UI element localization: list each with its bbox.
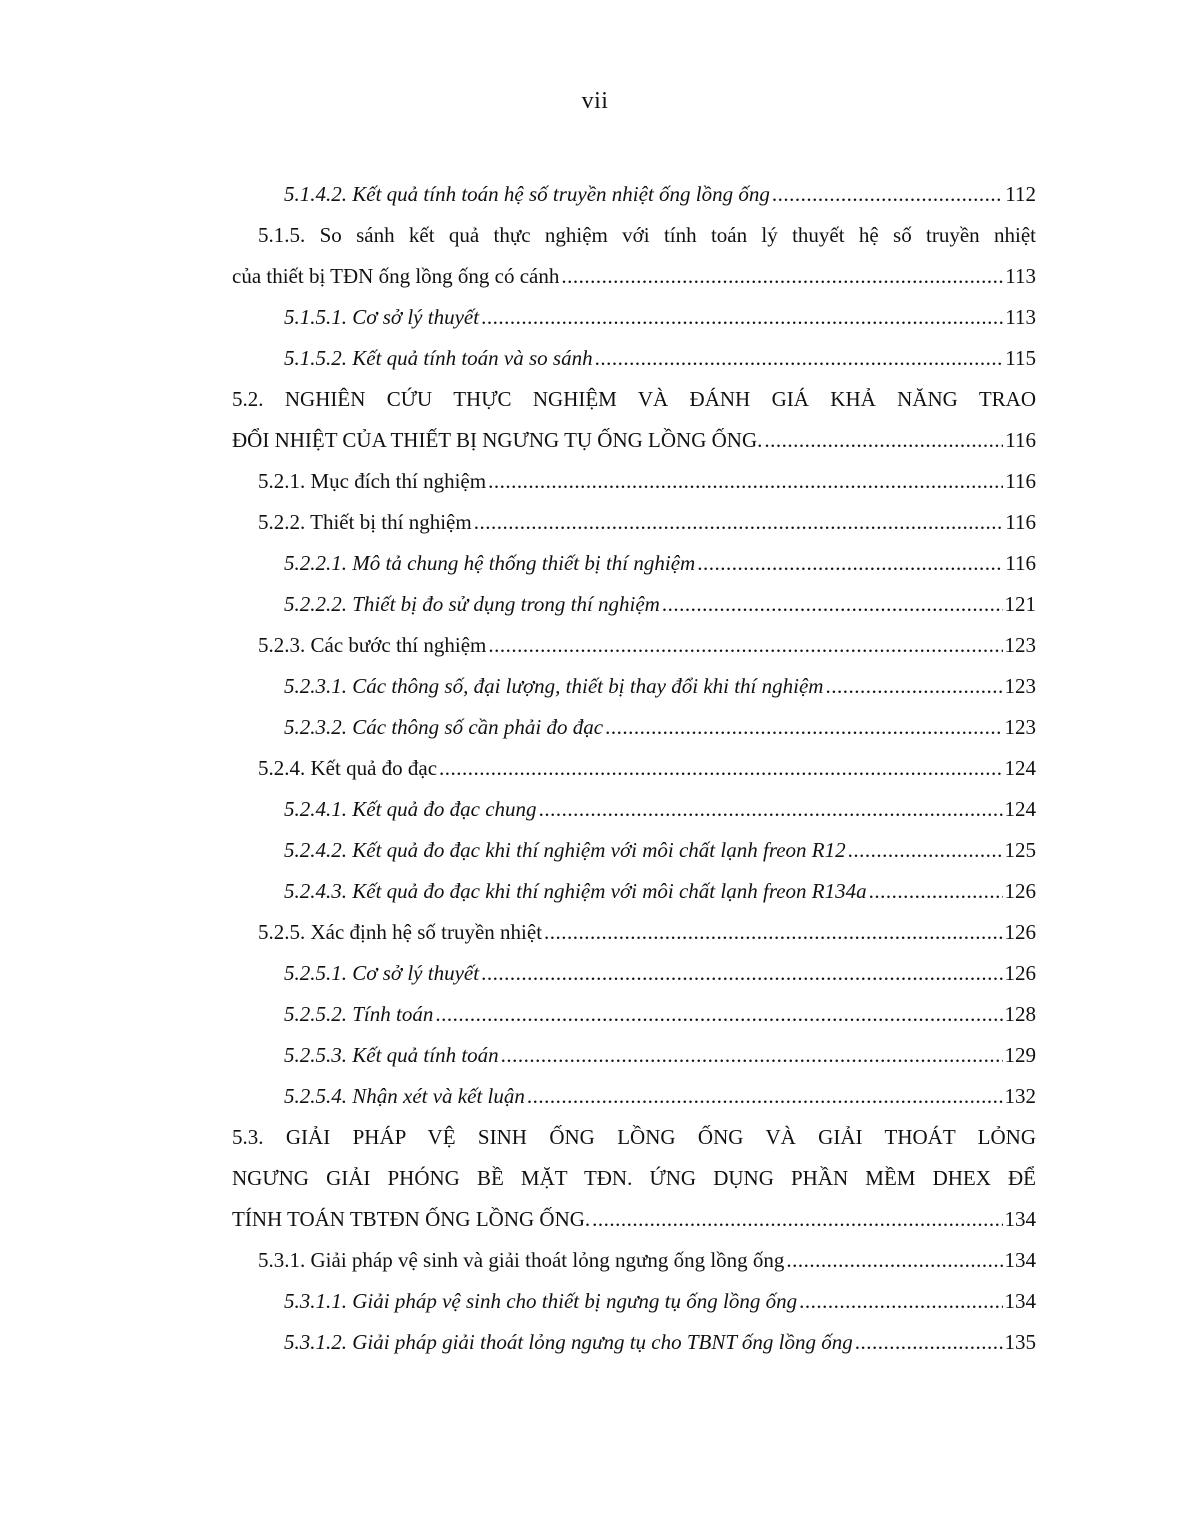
toc-entry[interactable]	[232, 707, 1036, 748]
toc-leader-dots	[697, 543, 1003, 584]
toc-leader-dots	[869, 871, 1003, 912]
toc-entry-page: 115	[1005, 346, 1036, 370]
toc-entry-title: 5.2.3.1. Các thông số, đại lượng, thiết bị thay đổi khi thí nghiệm	[284, 674, 824, 698]
toc-entry-title: 5.2.2.2. Thiết bị đo sử dụng trong thí nghiệm	[284, 592, 660, 616]
toc-leader-dots	[527, 1076, 1003, 1117]
toc-entry-page: 132	[1004, 1084, 1036, 1108]
toc-heading-line: 5.2. NGHIÊN CỨU THỰC NGHIỆM VÀ ĐÁNH GIÁ KHẢ NĂNG TRAO	[232, 387, 1036, 411]
toc-entry[interactable]	[232, 830, 1036, 871]
toc-entry[interactable]	[232, 953, 1036, 994]
toc-entry-page: 135	[1004, 1330, 1036, 1354]
toc-entry[interactable]	[232, 1076, 1036, 1117]
toc-entry-page: 126	[1004, 879, 1036, 903]
toc-leader-dots	[501, 1035, 1003, 1076]
toc-entry[interactable]	[232, 871, 1036, 912]
toc-entry-page: 123	[1004, 633, 1036, 657]
toc-entry[interactable]	[232, 420, 1036, 461]
toc-entry[interactable]	[232, 543, 1036, 584]
toc-leader-dots	[764, 420, 1003, 461]
toc-entry[interactable]	[232, 748, 1036, 789]
toc-entry-title: của thiết bị TĐN ống lồng ống có cánh	[232, 264, 560, 288]
toc-entry-page: 126	[1004, 961, 1036, 985]
toc-entry-title: 5.2.5.3. Kết quả tính toán	[284, 1043, 499, 1067]
toc-leader-dots	[592, 1199, 1002, 1240]
toc-heading-line: NGƯNG GIẢI PHÓNG BỀ MẶT TĐN. ỨNG DỤNG PHẦN MỀM DHEX ĐỂ	[232, 1166, 1036, 1190]
toc-leader-dots	[605, 707, 1002, 748]
toc-entry-title: 5.2.2.1. Mô tả chung hệ thống thiết bị thí nghiệm	[284, 551, 696, 575]
toc-heading-line: 5.1.5. So sánh kết quả thực nghiệm với tính toán lý thuyết hệ số truyền nhiệt	[258, 223, 1036, 247]
toc-entry[interactable]	[232, 912, 1036, 953]
toc-leader-dots	[481, 297, 1003, 338]
toc-entry-page: 116	[1005, 428, 1036, 452]
toc-entry[interactable]	[232, 666, 1036, 707]
toc-entry-title: TÍNH TOÁN TBTĐN ỐNG LỒNG ỐNG.	[232, 1207, 591, 1231]
toc-leader-dots	[539, 789, 1003, 830]
toc-entry-page: 125	[1004, 838, 1036, 862]
toc-entry-title: 5.3.1.1. Giải pháp vệ sinh cho thiết bị ngưng tụ ống lồng ống	[284, 1289, 798, 1313]
toc-entry-page: 123	[1004, 674, 1036, 698]
toc-entry-page: 113	[1005, 264, 1036, 288]
toc-entry[interactable]	[232, 789, 1036, 830]
toc-entry-page: 128	[1004, 1002, 1036, 1026]
toc-leader-dots	[561, 256, 1003, 297]
toc-leader-dots	[488, 461, 1003, 502]
toc-entry-title: 5.3.1. Giải pháp vệ sinh và giải thoát lỏng ngưng ống lồng ống	[258, 1248, 785, 1272]
toc-leader-dots	[439, 748, 1002, 789]
toc-leader-dots	[481, 953, 1002, 994]
toc-entry-title: 5.2.4. Kết quả đo đạc	[258, 756, 438, 780]
page-number: vii	[581, 88, 609, 114]
toc-entry-title: 5.2.4.1. Kết quả đo đạc chung	[284, 797, 537, 821]
toc-entry[interactable]	[232, 174, 1036, 215]
toc-leader-dots	[786, 1240, 1002, 1281]
toc-leader-dots	[848, 830, 1003, 871]
toc-leader-dots	[488, 625, 1002, 666]
toc-entry-page: 129	[1004, 1043, 1036, 1067]
toc-entry-title: 5.2.4.2. Kết quả đo đạc khi thí nghiệm với môi chất lạnh freon R12	[284, 838, 846, 862]
toc-leader-dots	[435, 994, 1002, 1035]
table-of-contents	[232, 174, 1036, 1363]
toc-entry[interactable]	[232, 625, 1036, 666]
toc-entry-title: 5.2.5.1. Cơ sở lý thuyết	[284, 961, 480, 985]
toc-entry[interactable]	[232, 1199, 1036, 1240]
toc-leader-dots	[544, 912, 1002, 953]
toc-leader-dots	[662, 584, 1003, 625]
toc-leader-dots	[772, 174, 1003, 215]
toc-entry-title: 5.2.3. Các bước thí nghiệm	[258, 633, 487, 657]
toc-entry-title: 5.2.3.2. Các thông số cần phải đo đạc	[284, 715, 604, 739]
toc-entry[interactable]	[232, 297, 1036, 338]
toc-entry[interactable]	[232, 338, 1036, 379]
toc-entry-page: 116	[1005, 469, 1036, 493]
toc-entry-page: 116	[1005, 510, 1036, 534]
toc-entry-page: 134	[1004, 1289, 1036, 1313]
toc-entry-page: 124	[1004, 797, 1036, 821]
toc-entry[interactable]	[232, 461, 1036, 502]
toc-entry-title: 5.2.5. Xác định hệ số truyền nhiệt	[258, 920, 543, 944]
toc-leader-dots	[825, 666, 1002, 707]
toc-entry[interactable]	[232, 584, 1036, 625]
toc-entry[interactable]	[232, 994, 1036, 1035]
toc-entry[interactable]	[232, 1240, 1036, 1281]
toc-leader-dots	[595, 338, 1004, 379]
toc-entry-title: 5.1.5.1. Cơ sở lý thuyết	[284, 305, 480, 329]
toc-entry-page: 126	[1004, 920, 1036, 944]
toc-entry-page: 113	[1005, 305, 1036, 329]
toc-entry-page: 124	[1004, 756, 1036, 780]
toc-entry[interactable]	[232, 1281, 1036, 1322]
toc-entry-title: 5.3.1.2. Giải pháp giải thoát lỏng ngưng tụ cho TBNT ống lồng ống	[284, 1330, 853, 1354]
toc-entry-title: 5.2.5.2. Tính toán	[284, 1002, 434, 1026]
toc-entry-page: 134	[1004, 1207, 1036, 1231]
toc-entry-page: 116	[1005, 551, 1036, 575]
toc-entry-page: 112	[1005, 182, 1036, 206]
toc-entry-title: 5.2.5.4. Nhận xét và kết luận	[284, 1084, 525, 1108]
toc-entry-title: 5.2.4.3. Kết quả đo đạc khi thí nghiệm với môi chất lạnh freon R134a	[284, 879, 867, 903]
toc-entry[interactable]	[232, 502, 1036, 543]
toc-entry-title: 5.2.1. Mục đích thí nghiệm	[258, 469, 487, 493]
toc-entry[interactable]	[232, 256, 1036, 297]
toc-entry-title: 5.1.5.2. Kết quả tính toán và so sánh	[284, 346, 593, 370]
toc-leader-dots	[855, 1322, 1003, 1363]
toc-entry-title: 5.2.2. Thiết bị thí nghiệm	[258, 510, 472, 534]
toc-leader-dots	[799, 1281, 1002, 1322]
toc-entry-page: 123	[1004, 715, 1036, 739]
toc-entry[interactable]	[232, 1035, 1036, 1076]
toc-entry[interactable]	[232, 1322, 1036, 1363]
toc-heading-line: 5.3. GIẢI PHÁP VỆ SINH ỐNG LỒNG ỐNG VÀ GIẢI THOÁT LỎNG	[232, 1125, 1036, 1149]
toc-leader-dots	[474, 502, 1004, 543]
toc-entry-page: 134	[1004, 1248, 1036, 1272]
toc-entry-page: 121	[1004, 592, 1036, 616]
toc-entry-title: 5.1.4.2. Kết quả tính toán hệ số truyền nhiệt ống lồng ống	[284, 182, 770, 206]
toc-entry-title: ĐỔI NHIỆT CỦA THIẾT BỊ NGƯNG TỤ ỐNG LỒNG ỐNG.	[232, 428, 763, 452]
